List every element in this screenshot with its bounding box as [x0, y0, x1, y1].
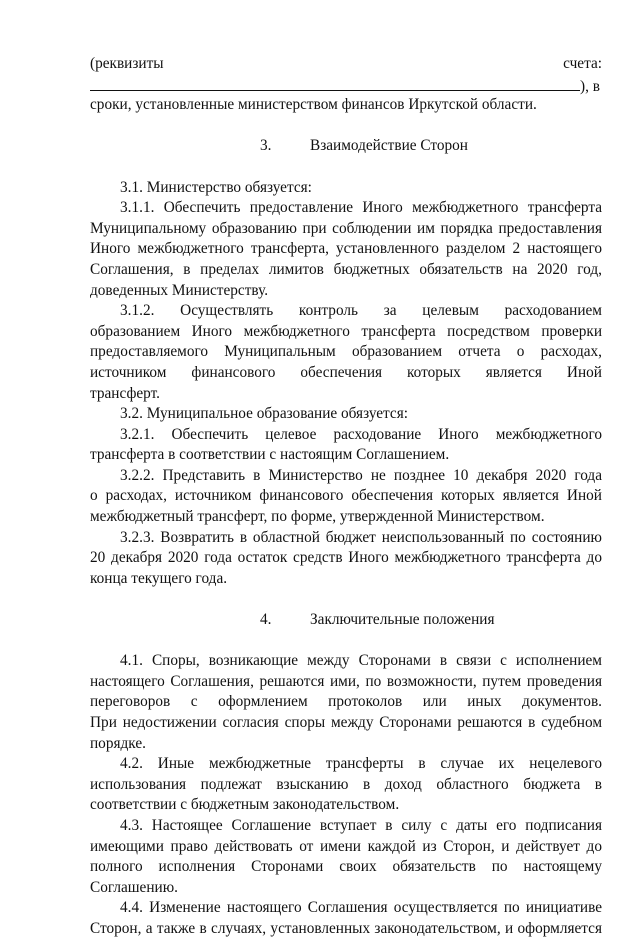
paragraph-line: Соглашению. — [90, 878, 178, 896]
paragraph-line: 20 декабря 2020 года остаток средств Иного межбюджетного трансферта до — [90, 549, 602, 567]
paragraph-line: сроки, установленные министерством финансов Иркутской области. — [90, 96, 537, 114]
section-number: 4. — [260, 611, 272, 629]
paragraph-line: настоящего Соглашения, решаются ими, по возможности, путем проведения — [90, 672, 602, 690]
paragraph-line: источником финансового обеспечения которых является Иной — [90, 363, 602, 381]
paragraph-line: Иного межбюджетного трансферта, установленного разделом 2 настоящего — [90, 240, 602, 258]
paragraph-line: 3.2.3. Возвратить в областной бюджет неиспользованный по состоянию — [120, 528, 602, 546]
section-number: 3. — [260, 137, 272, 155]
paragraph-line: 3.1.2. Осуществлять контроль за целевым расходованием — [120, 302, 602, 320]
paragraph-line: предоставляемого Муниципальным образованием отчета о расходах, — [90, 343, 602, 361]
paragraph-line: 4.1. Споры, возникающие между Сторонами в связи с исполнением — [120, 652, 602, 670]
paragraph-line: 3.2. Муниципальное образование обязуется: — [120, 405, 408, 423]
document-page — [90, 54, 602, 940]
section-title: Взаимодействие Сторон — [310, 137, 468, 155]
paragraph-line: использования подлежат взысканию в доход областного бюджета в — [90, 775, 602, 793]
paragraph-line: Соглашения, в пределах лимитов бюджетных обязательств на 2020 год, — [90, 260, 602, 278]
section-heading-4 — [90, 610, 602, 631]
paragraph-line: При недостижении согласия споры между Сторонами решаются в судебном — [90, 714, 602, 731]
account-blank-field — [90, 75, 580, 91]
section-title: Заключительные положения — [310, 611, 495, 629]
section-4-body — [90, 651, 602, 939]
paragraph-line: 4.4. Изменение настоящего Соглашения осуществляется по инициативе — [120, 899, 602, 917]
paragraph-line: Муниципальному образованию при соблюдении им порядка предоставления — [90, 219, 602, 237]
paragraph-line: доведенных Министерству. — [90, 281, 269, 299]
paragraph-line: образованием Иного межбюджетного трансферта посредством проверки — [90, 322, 602, 340]
section-heading-3 — [90, 136, 602, 157]
paragraph-line: имеющими право действовать от имени каждой из Сторон, и действует до — [90, 837, 602, 855]
paragraph-line: 3.2.1. Обеспечить целевое расходование Иного межбюджетного — [120, 425, 602, 443]
requisites-label: (реквизиты — [90, 55, 164, 72]
paragraph-line: 4.3. Настоящее Соглашение вступает в силу с даты его подписания — [120, 816, 602, 834]
account-field-line — [90, 75, 602, 96]
account-label: счета: — [563, 55, 602, 72]
paragraph-line: полного исполнения Сторонами своих обязательств по настоящему — [90, 858, 602, 876]
paragraph-line: переговоров с оформлением протоколов или иных документов. — [90, 693, 602, 711]
requisites-line — [90, 54, 602, 75]
paragraph-line: межбюджетный трансферт, по форме, утвержденной Министерством. — [90, 508, 545, 526]
paragraph-line: 4.2. Иные межбюджетные трансферты в случае их нецелевого — [120, 755, 602, 773]
section-3-body — [90, 178, 602, 590]
paragraph-line: трансферта в соответствии с настоящим Соглашением. — [90, 446, 450, 464]
account-field-suffix: ), в — [580, 77, 600, 95]
paragraph-line: Сторон, а также в случаях, установленных законодательством, и оформляется — [90, 919, 602, 937]
paragraph-line: 3.2.2. Представить в Министерство не позднее 10 декабря 2020 года — [120, 466, 602, 484]
paragraph-line: 3.1. Министерство обязуется: — [120, 178, 312, 196]
paragraph-line: о расходах, источником финансового обеспечения которых является Иной — [90, 487, 602, 505]
paragraph-line: конца текущего года. — [90, 569, 228, 587]
paragraph-line: соответствии с бюджетным законодательством. — [90, 796, 400, 814]
paragraph-line: порядке. — [90, 734, 146, 752]
paragraph-line: трансферт. — [90, 384, 160, 402]
paragraph-line: 3.1.1. Обеспечить предоставление Иного межбюджетного трансферта — [120, 199, 602, 217]
